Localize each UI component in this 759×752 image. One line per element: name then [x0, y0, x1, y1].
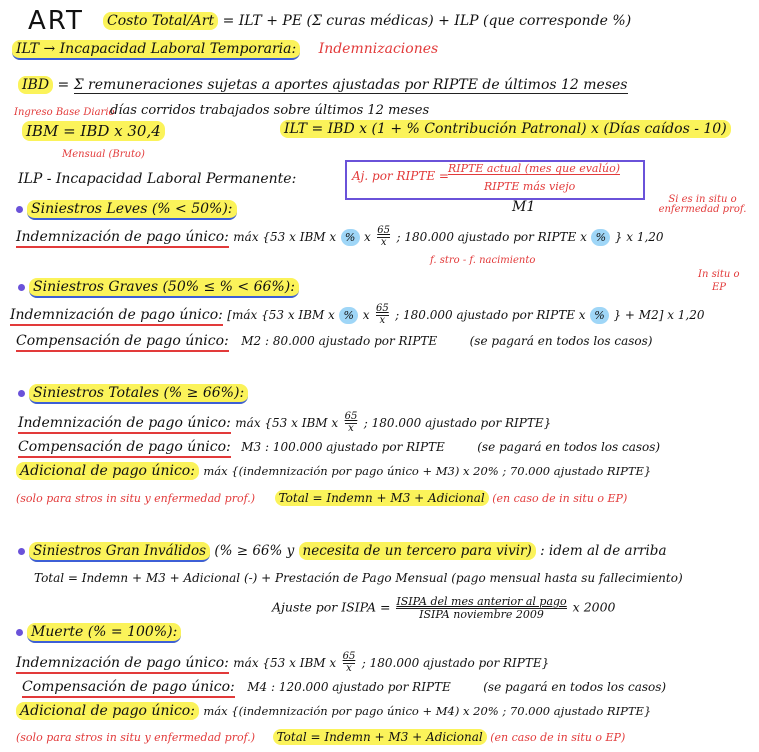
ajuste-label: Ajuste por ISIPA =	[272, 599, 391, 615]
totales-adic-label: Adicional de pago único:	[16, 462, 199, 480]
graves-note-a: In situ o	[698, 269, 740, 280]
graves-formula-c: ; 180.000 ajustado por RIPTE x	[395, 308, 586, 322]
graves-note-b: EP	[712, 282, 727, 293]
muerte-total: Total = Indemn + M3 + Adicional	[273, 729, 487, 745]
graves-comp-label: Compensación de pago único:	[16, 333, 229, 352]
graves-formula-a: [máx {53 x IBM x	[227, 308, 335, 322]
bullet-icon	[18, 548, 25, 555]
leves-sub-note: f. stro - f. nacimiento	[430, 255, 536, 266]
leves-formula-a: máx {53 x IBM x	[233, 230, 337, 244]
leves-formula-b: ; 180.000 ajustado por RIPTE x	[396, 230, 587, 244]
pct-badge: %	[591, 229, 610, 246]
graves-frac: $\frac{65}{x}$	[375, 303, 389, 326]
notes-page: ART Costo Total/Art = ILT + PE (Σ curas médicas) + ILP (que corresponde %) ILT → Incapacidad Laboral Temporaria: Indemnizaciones IBD = Σ remuneraciones sujetas a aportes ajustadas por RIPTE de últimos 12 meses Ingreso Base Diario días corridos trabajados sobre últimos 12 meses IBM = IBD x 30,4 ILT = IBD x (1 + % Contribución Patronal) x (Días caídos - 10) Mensual (Bruto) ILP - Incapacidad Laboral Permanente: Aj. por RIPTE = RIPTE actual (mes que evalúo) RIPTE más viejo Siniestros Leves (% < 50%): M1 Si es in situ o enfermedad prof. Indemnización de pago único: máx {53 x IBM x % x $\frac{65}{x}$ ; 180.000 ajustado por RIPTE x % } x 1,20 f. stro - f. nacimiento Siniestros Graves (50% ≤ % < 66%): In situ o EP Indemnización de pago único: [máx {53 x IBM x % x $\frac{65}{x}$ ; 180.000 ajustado por RIPTE x % } + M2] x 1,20 Compensación de pago único: M2 : 80.000 ajustado por RIPTE (se pagará en todos los casos) Siniestros Totales (% ≥ 66%): Indemnización de pago único: máx {53 x IBM x $\frac{65}{x}$ ; 180.000 ajustado por RIPTE} Compensación de pago único: M3 : 100.000 ajustado por RIPTE (se pagará en todos los casos) Adicional de pago único: máx {(indemnización por pago único + M3) x 20% ; 70.000 ajustado RIPTE} (solo para stros in situ y enfermedad prof.) Total = Indemn + M3 + Adicional (en caso de in situ o EP) Siniestros Gran Inválidos (% ≥ 66% y necesita de un tercero para vivir) : idem al de arriba Total = Indemn + M3 + Adicional (-) + Prestación de Pago Mensual (pago mensual hasta su fallecimiento) Ajuste por ISIPA = $\frac{\text{ISIPA del mes anterior al pago}}{\text{ISIPA noviembre 2009}}$ x 2000 Muerte (% = 100%): Indemnización de pago único: máx {53 x IBM x $\frac{65}{x}$ ; 180.000 ajustado por RIPTE} Compensación de pago único: M4 : 120.000 ajustado por RIPTE (se pagará en todos los casos) Adicional de pago único: máx {(indemnización por pago único + M4) x 20% ; 70.000 ajustado RIPTE} (solo para stros in situ y enfermedad prof.) Total = Indemn + M3 + Adicional (en caso de in situ o EP)	[0, 0, 759, 752]
leves-formula-c: } x 1,20	[614, 230, 664, 244]
muerte-title: Muerte (% = 100%):	[27, 623, 181, 643]
muerte-frac: $\frac{65}{x}$	[342, 651, 356, 674]
aj-label: Aj. por RIPTE =	[352, 169, 449, 183]
ibm-note: Mensual (Bruto)	[62, 149, 145, 160]
ilt-formula: ILT = IBD x (1 + % Contribución Patronal) x (Días caídos - 10)	[280, 120, 731, 138]
leves-note: Si es in situ o enfermedad prof.	[658, 194, 747, 215]
ilp-label: ILP - Incapacidad Laboral Permanente:	[18, 171, 297, 187]
cost-label: Costo Total/Art	[103, 12, 218, 30]
bullet-icon	[18, 390, 25, 397]
gi-title: Siniestros Gran Inválidos	[29, 542, 210, 562]
muerte-indem-label: Indemnización de pago único:	[16, 655, 229, 674]
ajuste-frac: $\frac{\text{ISIPA del mes anterior al pago}}{\text{ISIPA noviembre 2009}}$	[396, 595, 567, 621]
leves-indem-label: Indemnización de pago único:	[16, 229, 229, 248]
totales-indem-label: Indemnización de pago único:	[18, 415, 231, 434]
leves-title: Siniestros Leves (% < 50%):	[27, 200, 237, 220]
page-title: ART	[28, 6, 84, 36]
gi-total-line: Total = Indemn + M3 + Adicional (-) + Prestación de Pago Mensual (pago mensual hasta su fallecimiento)	[34, 571, 683, 585]
pct-badge: %	[341, 229, 360, 246]
graves-comp-note: (se pagará en todos los casos)	[469, 334, 653, 348]
pct-badge: %	[590, 307, 609, 324]
ibd-side-note: Ingreso Base Diario	[14, 107, 115, 118]
bullet-icon	[16, 629, 23, 636]
cost-formula: = ILT + PE (Σ curas médicas) + ILP (que corresponde %)	[222, 13, 632, 29]
graves-comp-value: M2 : 80.000 ajustado por RIPTE	[241, 334, 438, 348]
totales-total: Total = Indemn + M3 + Adicional	[275, 490, 489, 506]
totales-comp-label: Compensación de pago único:	[18, 439, 231, 458]
leves-m1: M1	[512, 199, 536, 215]
muerte-comp-label: Compensación de pago único:	[22, 679, 235, 698]
aj-num: RIPTE actual (mes que evalúo)	[448, 162, 620, 175]
graves-title: Siniestros Graves (50% ≤ % < 66%):	[29, 278, 299, 298]
ibd-label: IBD	[18, 76, 53, 94]
leves-frac: $\frac{65}{x}$	[377, 225, 391, 248]
pct-badge: %	[339, 307, 358, 324]
totales-title: Siniestros Totales (% ≥ 66%):	[29, 384, 248, 404]
ilt-note: Indemnizaciones	[318, 41, 439, 57]
totales-frac: $\frac{65}{x}$	[344, 411, 358, 434]
ibm-formula: IBM = IBD x 30,4	[22, 121, 165, 141]
graves-formula-d: } + M2] x 1,20	[613, 308, 705, 322]
ilt-label: ILT → Incapacidad Laboral Temporaria:	[12, 40, 300, 60]
ibd-formula-bottom: días corridos trabajados sobre últimos 12 meses	[110, 103, 430, 118]
bullet-icon	[18, 284, 25, 291]
muerte-adic-label: Adicional de pago único:	[16, 702, 199, 720]
aj-den: RIPTE más viejo	[484, 180, 576, 193]
ibd-formula-top: Σ remuneraciones sujetas a aportes ajustadas por RIPTE de últimos 12 meses	[73, 77, 628, 93]
graves-indem-label: Indemnización de pago único:	[10, 307, 223, 326]
bullet-icon	[16, 206, 23, 213]
